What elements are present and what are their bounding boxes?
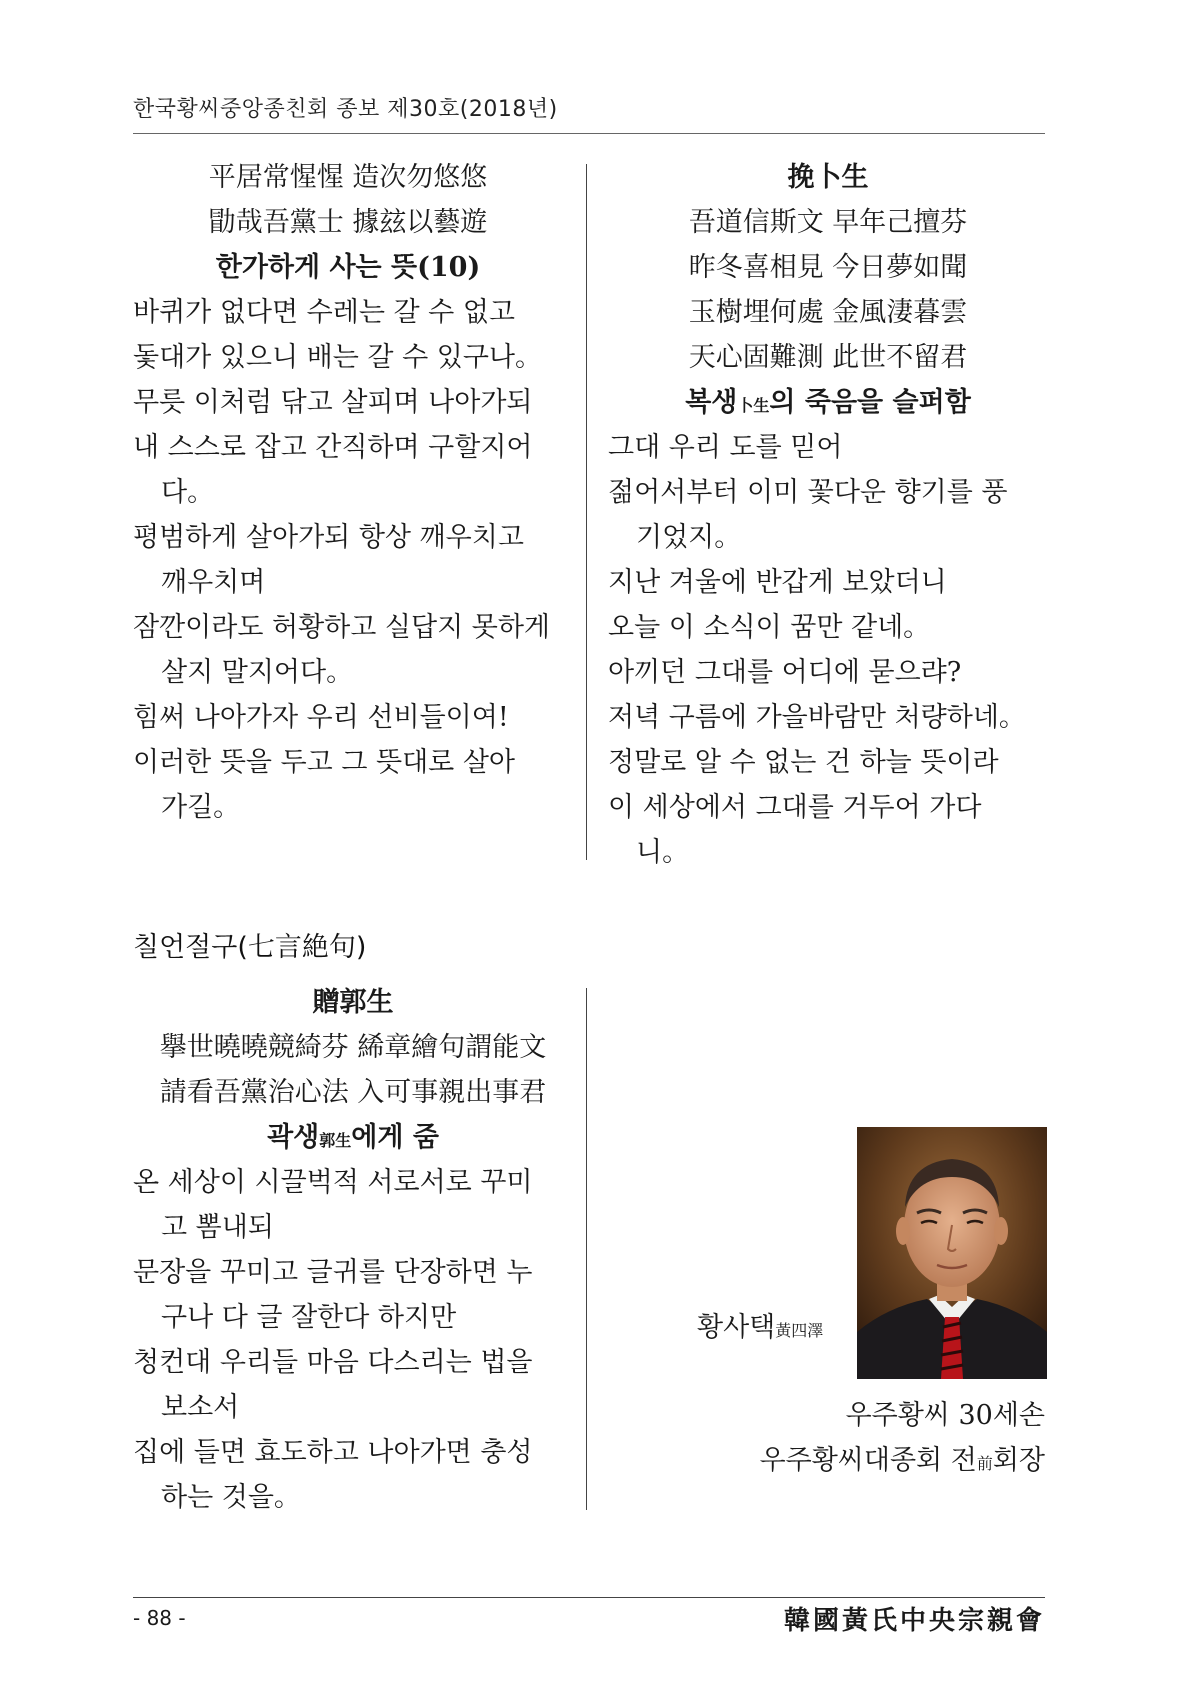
author-photo [857, 1127, 1047, 1379]
text-line: 저녁 구름에 가을바람만 처량하네。 [608, 702, 1026, 733]
author-name-kr: 황사택 [697, 1312, 776, 1343]
text-line: 고 뽐내되 [161, 1212, 274, 1243]
text-line: 이러한 뜻을 두고 그 뜻대로 살아 [133, 747, 515, 778]
text-line: 가길。 [161, 792, 241, 823]
text-line: 지난 겨울에 반갑게 보았더니 [608, 567, 947, 598]
right-top-column [608, 155, 1048, 875]
kr-title-part: 곽생 [267, 1122, 320, 1153]
poem-hanja-jeungkwak [133, 1025, 573, 1115]
text-line: 다。 [161, 477, 215, 508]
text-line: 힘써 나아가자 우리 선비들이여! [133, 702, 509, 733]
page-number: - 88 - [133, 1606, 186, 1630]
poem-line: 昨冬喜相見 今日夢如聞 [688, 252, 968, 283]
kr-title-hanja: 郭生 [319, 1131, 352, 1150]
column-divider-bottom [586, 988, 587, 1510]
header-rule [133, 133, 1045, 134]
text-line: 니。 [636, 837, 690, 868]
text-line: 한가하게 사는 뜻(10) [215, 252, 481, 283]
text-line: 살지 말지어다。 [161, 657, 354, 688]
author-name-hanja: 黃四澤 [775, 1321, 824, 1340]
left-top-column [133, 155, 563, 830]
kr-title-part: 의 죽음을 슬퍼함 [769, 387, 971, 418]
author-name [697, 1305, 823, 1344]
poem-hanja-manbok [608, 200, 1048, 380]
section-title: 칠언절구(七言絶句) [133, 932, 367, 963]
column-divider-top [586, 164, 587, 860]
text-line: 집에 들면 효도하고 나아가면 충성 [133, 1437, 533, 1468]
author-position-part: 우주황씨대종회 전 [759, 1445, 977, 1476]
poem-line: 玉樹埋何處 金風淒暮雲 [688, 297, 968, 328]
text-line: 勖哉吾黨士 據玆以藝遊 [208, 207, 488, 238]
text-line: 잠깐이라도 허황하고 실답지 못하게 [133, 612, 550, 643]
poem-kr-body-bok [608, 425, 1048, 875]
author-position [760, 1438, 1045, 1477]
author-position-hanja: 前 [976, 1454, 993, 1473]
text-line: 그대 우리 도를 믿어 [608, 432, 843, 463]
kr-title-part: 에게 줌 [351, 1122, 439, 1153]
kr-title-hanja: 卜生 [737, 396, 770, 415]
text-line: 온 세상이 시끌벅적 서로서로 꾸미 [133, 1167, 533, 1198]
poem-line: 天心固難測 此世不留君 [688, 342, 968, 373]
text-line: 내 스스로 잡고 간직하며 구할지어 [133, 432, 533, 463]
poem-kr-body-kwak [133, 1160, 573, 1520]
poem-kr-title-bok [608, 380, 1048, 425]
poem-line: 擧世曉曉競綺芬 絺章繪句謂能文 [159, 1032, 547, 1063]
poem-line: 吾道信斯文 早年己擅芬 [688, 207, 968, 238]
poem-kr-title-kwak [133, 1115, 573, 1160]
text-line: 아끼던 그대를 어디에 묻으랴? [608, 657, 962, 688]
text-line: 구나 다 글 잘한다 하지만 [161, 1302, 457, 1333]
text-line: 무릇 이처럼 닦고 살피며 나아가되 [133, 387, 533, 418]
text-line: 돛대가 있으니 배는 갈 수 있구나。 [133, 342, 542, 373]
text-line: 평범하게 살아가되 항상 깨우치고 [133, 522, 524, 553]
text-line: 바퀴가 없다면 수레는 갈 수 없고 [133, 297, 515, 328]
poem-title-jeungkwak: 贈郭生 [312, 987, 394, 1018]
author-position-part: 회장 [992, 1445, 1045, 1476]
kr-title-part: 복생 [685, 387, 738, 418]
text-line: 오늘 이 소식이 꿈만 같네。 [608, 612, 931, 643]
text-line: 보소서 [161, 1392, 240, 1423]
text-line: 젊어서부터 이미 꽃다운 향기를 풍 [608, 477, 1008, 508]
footer-rule [133, 1597, 1045, 1598]
text-line: 하는 것을。 [161, 1482, 301, 1513]
text-line: 깨우치며 [161, 567, 266, 598]
poem-line: 請看吾黨治心法 入可事親出事君 [159, 1077, 547, 1108]
left-bottom-column [133, 980, 573, 1520]
text-line: 청컨대 우리들 마음 다스리는 법을 [133, 1347, 533, 1378]
text-line: 平居常惺惺 造次勿悠悠 [208, 162, 488, 193]
text-line: 문장을 꾸미고 글귀를 단장하면 누 [133, 1257, 533, 1288]
journal-header: 한국황씨중앙종친회 종보 제30호(2018년) [133, 97, 558, 122]
author-lineage: 우주황씨 30세손 [845, 1400, 1045, 1431]
organization-name: 韓國黃氏中央宗親會 [783, 1606, 1045, 1636]
text-line: 정말로 알 수 없는 건 하늘 뜻이라 [608, 747, 999, 778]
text-line: 이 세상에서 그대를 거두어 가다 [608, 792, 982, 823]
poem-title-manbok: 挽卜生 [787, 162, 869, 193]
text-line: 기었지。 [636, 522, 742, 553]
